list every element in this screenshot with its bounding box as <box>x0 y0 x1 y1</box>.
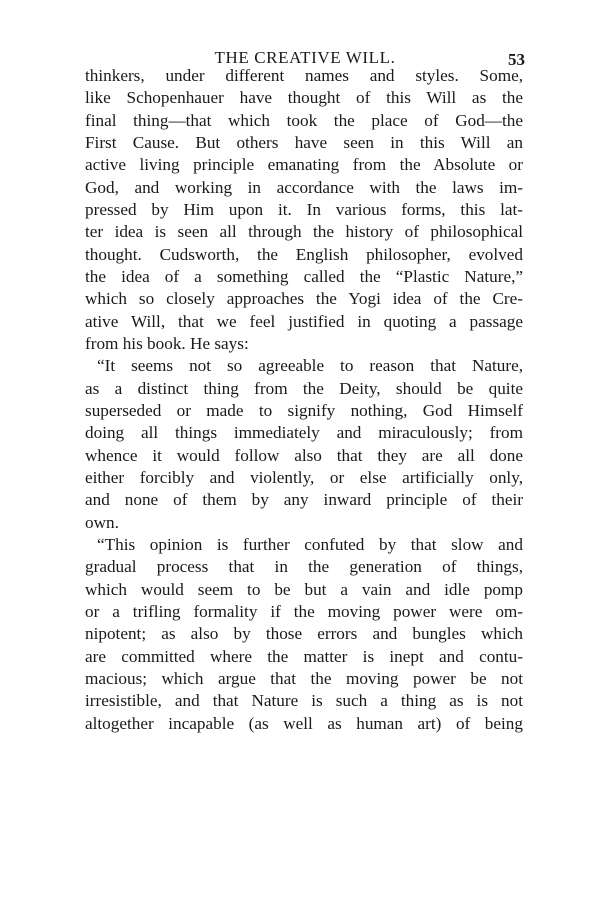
text-line: active living principle emanating from the Absolute or <box>85 155 523 175</box>
text-line: nipotent; as also by those errors and bungles which <box>85 624 523 644</box>
text-line: thought. Cudsworth, the English philosopher, evolved <box>85 244 523 264</box>
text-line: First Cause. But others have seen in this Will an <box>85 132 523 152</box>
text-line: are committed where the matter is inept and contu- <box>85 646 523 666</box>
text-line: doing all things immediately and miraculously; from <box>85 423 523 443</box>
text-line: God, and working in accordance with the laws im- <box>85 177 523 197</box>
text-line: and none of them by any inward principle of their <box>85 490 523 510</box>
text-line: from his book. He says: <box>85 333 249 353</box>
text-line: either forcibly and violently, or else artificially only, <box>85 467 523 487</box>
text-line: or a trifling formality if the moving power were om- <box>85 601 523 621</box>
running-title: THE CREATIVE WILL. <box>214 48 396 67</box>
text-line: gradual process that in the generation of things, <box>85 557 523 577</box>
text-line: “It seems not so agreeable to reason that Nature, <box>97 356 523 376</box>
text-line: which so closely approaches the Yogi idea of the Cre- <box>85 289 523 309</box>
text-line: irresistible, and that Nature is such a thing as is not <box>85 691 523 711</box>
text-line: macious; which argue that the moving power be not <box>85 668 523 688</box>
text-line: ative Will, that we feel justified in quoting a passage <box>85 311 523 331</box>
text-line: final thing—that which took the place of God—the <box>85 110 523 130</box>
text-line: own. <box>85 512 119 532</box>
text-line: “This opinion is further confuted by that slow and <box>97 534 523 554</box>
text-line: whence it would follow also that they are all done <box>85 445 523 465</box>
text-line: pressed by Him upon it. In various forms, this lat- <box>85 199 523 219</box>
text-line: the idea of a something called the “Plastic Nature,” <box>85 266 523 286</box>
text-line: ter idea is seen all through the history of philosophical <box>85 222 523 242</box>
text-line: superseded or made to signify nothing, God Himself <box>85 400 523 420</box>
page-number: 53 <box>508 50 525 69</box>
text-line: as a distinct thing from the Deity, should be quite <box>85 378 523 398</box>
text-line: thinkers, under different names and styles. Some, <box>85 66 523 85</box>
text-line: like Schopenhauer have thought of this Will as the <box>85 88 523 108</box>
text-line: which would seem to be but a vain and idle pomp <box>85 579 523 599</box>
page-body-text <box>85 65 523 735</box>
text-line: altogether incapable (as well as human art) of being <box>85 713 523 733</box>
